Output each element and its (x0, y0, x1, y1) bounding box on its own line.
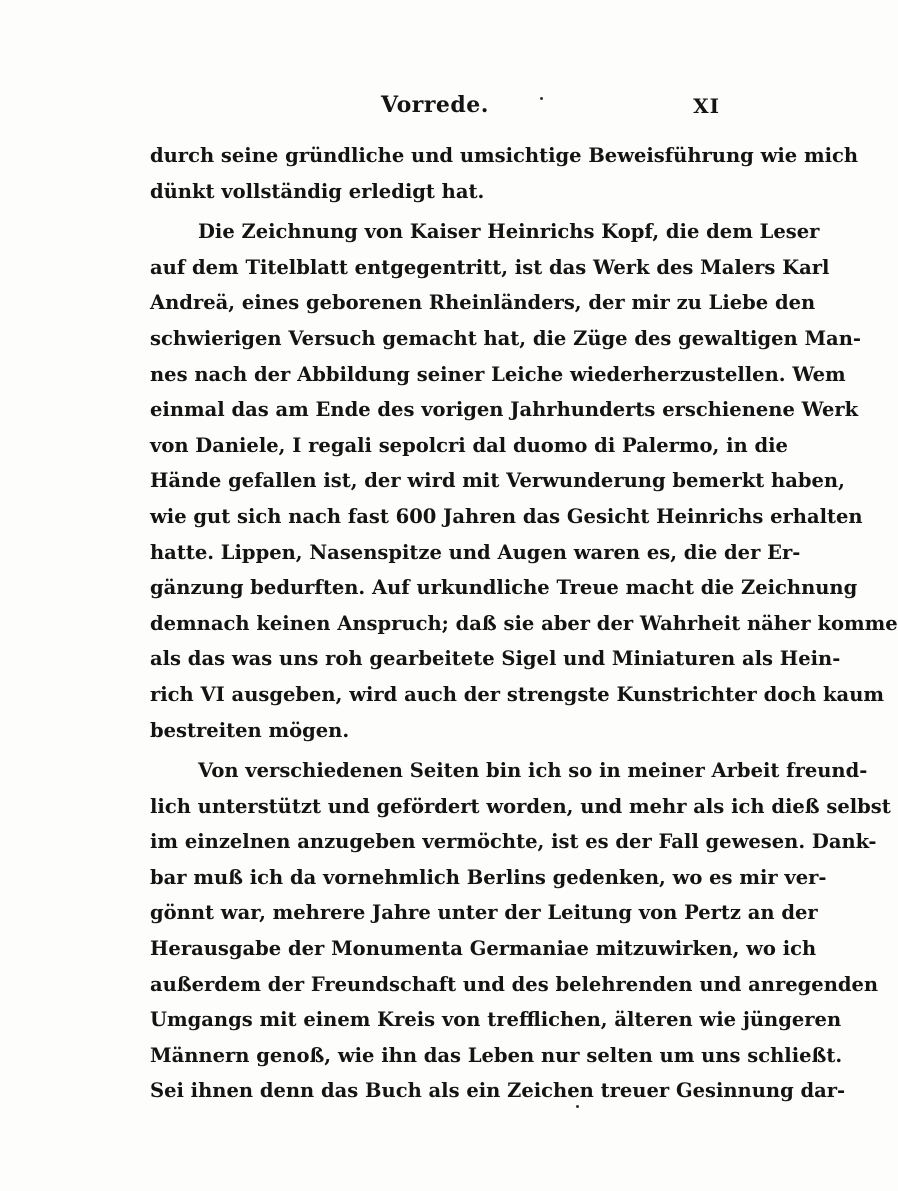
text-line: rich VI ausgeben, wird auch der strengste Kunstrichter doch kaum (150, 682, 885, 706)
text-line: Von verschiedenen Seiten bin ich so in meiner Arbeit freund- (198, 759, 868, 783)
paragraph-2 (150, 214, 898, 748)
text-line: Herausgabe der Monumenta Germaniae mitzuwirken, wo ich (150, 937, 817, 961)
text-line: im einzelnen anzugeben vermöchte, ist es der Fall gewesen. Dank- (150, 830, 877, 854)
running-head-title: Vorrede. (381, 92, 489, 118)
text-line: auf dem Titelblatt entgegentritt, ist das Werk des Malers Karl (150, 255, 830, 279)
text-line: dünkt vollständig erledigt hat. (150, 179, 485, 203)
running-head (150, 92, 720, 126)
text-line: Hände gefallen ist, der wird mit Verwunderung bemerkt haben, (150, 469, 845, 493)
text-line: Sei ihnen denn das Buch als ein Zeichen treuer Gesinnung dar- (150, 1079, 846, 1103)
page-number: XI (693, 94, 720, 118)
text-line: von Daniele, I regali sepolcri dal duomo di Palermo, in die (150, 433, 788, 457)
text-line: bestreiten mögen. (150, 718, 350, 742)
text-line: demnach keinen Anspruch; daß sie aber der Wahrheit näher komme (150, 611, 898, 635)
text-line: einmal das am Ende des vorigen Jahrhunderts erschienene Werk (150, 398, 859, 422)
text-line: lich unterstützt und gefördert worden, und mehr als ich dieß selbst (150, 794, 891, 818)
text-line: Die Zeichnung von Kaiser Heinrichs Kopf, die dem Leser (198, 220, 820, 244)
text-line: als das was uns roh gearbeitete Sigel und Miniaturen als Hein- (150, 647, 841, 671)
text-line: gänzung bedurften. Auf urkundliche Treue macht die Zeichnung (150, 576, 858, 600)
print-speck (540, 97, 543, 100)
paragraph-1 (150, 138, 859, 209)
text-line: Umgangs mit einem Kreis von trefflichen, älteren wie jüngeren (150, 1008, 842, 1032)
text-line: bar muß ich da vornehmlich Berlins gedenken, wo es mir ver- (150, 865, 827, 889)
text-line: schwierigen Versuch gemacht hat, die Züge des gewaltigen Man- (150, 326, 861, 350)
text-line: gönnt war, mehrere Jahre unter der Leitung von Pertz an der (150, 901, 818, 925)
text-line: Andreä, eines geborenen Rheinländers, der mir zu Liebe den (150, 291, 816, 315)
text-line: nes nach der Abbildung seiner Leiche wiederherzustellen. Wem (150, 362, 846, 386)
text-line: außerdem der Freundschaft und des belehrenden und anregenden (150, 972, 879, 996)
text-line: Männern genoß, wie ihn das Leben nur selten um uns schließt. (150, 1043, 843, 1067)
body-text (150, 138, 898, 1109)
text-line: durch seine gründliche und umsichtige Beweisführung wie mich (150, 144, 859, 167)
text-line: hatte. Lippen, Nasenspitze und Augen waren es, die der Er- (150, 540, 801, 564)
paragraph-3 (150, 753, 891, 1109)
text-line: wie gut sich nach fast 600 Jahren das Gesicht Heinrichs erhalten (150, 504, 863, 528)
